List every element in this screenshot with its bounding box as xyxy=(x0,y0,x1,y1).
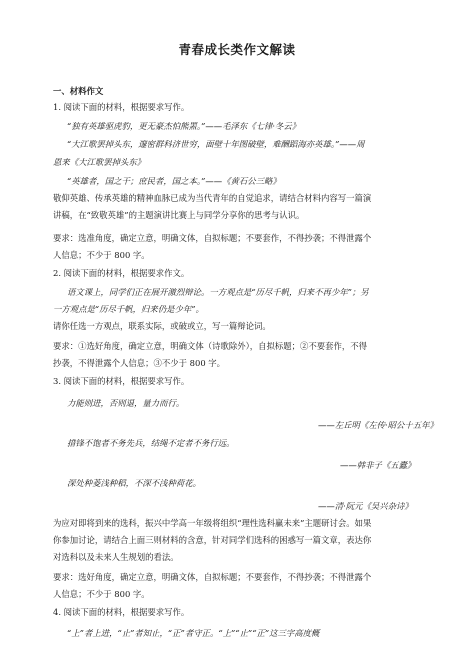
page-title: 青春成长类作文解读 xyxy=(178,42,296,57)
q2-prompt xyxy=(53,267,189,279)
q4-number: 4. xyxy=(53,607,61,617)
q2-number: 2. xyxy=(53,268,61,278)
q4-prompt-text: 阅读下面的材料，根据要求写作。 xyxy=(63,607,190,617)
q2-req-2: 抄袭，不得泄露个人信息；③不少于 800 字。 xyxy=(53,358,226,368)
q3-source-1: ——左丘明《左传·昭公十五年》 xyxy=(318,420,438,430)
q1-prompt-text: 阅读下面的材料，根据要求写作。 xyxy=(63,102,190,112)
q3-number: 3. xyxy=(53,376,61,386)
q3-req-1: 要求：选好角度，确定立意，明确文体，自拟标题；不要套作，不得抄袭；不得泄露个 xyxy=(53,572,372,582)
q2-material-1: 语文课上，同学们正在展开激烈辩论。一方观点是“历尽千帆，归来不再少年”；另 xyxy=(67,287,369,297)
q2-prompt-text: 阅读下面的材料，根据要求作文。 xyxy=(63,268,190,278)
q1-material-2a: “大江歌罢掉头东，邃密群科济世穷，面壁十年图破壁，难酬蹈海亦英雄。”——周 xyxy=(67,139,365,149)
q3-source-3: ——清·阮元《吴兴杂诗》 xyxy=(318,501,413,511)
q1-task-2: 讲稿，在“致敬英雄”的主题演讲比赛上与同学分享你的思考与认识。 xyxy=(53,210,305,220)
q3-source-2: ——韩非子《五蠹》 xyxy=(340,460,416,470)
q3-task-3: 对选科以及未来人生规划的看法。 xyxy=(53,552,179,562)
q3-material-3: 深处种菱浅种稻，不深不浅种荷花。 xyxy=(67,478,201,488)
q1-number: 1. xyxy=(53,102,61,112)
q1-material-2b: 恩来《大江歌罢掉头东》 xyxy=(53,157,146,167)
q2-task-1: 请你任选一方观点，联系实际，或破或立，写一篇辩论词。 xyxy=(53,321,271,331)
q3-prompt-text: 阅读下面的材料，根据要求写作。 xyxy=(63,376,190,386)
q4-prompt xyxy=(53,606,189,618)
q1-req-2: 人信息；不少于 800 字。 xyxy=(53,250,150,260)
q1-material-3: “英雄者，国之干；庶民者，国之本。”——《黄石公三略》 xyxy=(67,176,281,186)
section-heading: 一、材料作文 xyxy=(53,86,104,96)
q1-material-1: “独有英雄驱虎豹，更无豪杰怕熊罴。”——毛泽东《七律·冬云》 xyxy=(67,121,301,131)
q3-task-2: 你参加讨论，请结合上面三则材料的含意，针对同学们选科的困惑写一篇文章，表达你 xyxy=(53,535,372,545)
q3-material-2: 措锋不饱者不务先兵，结绳不定者不务行远。 xyxy=(67,438,235,448)
q1-req-1: 要求：选准角度，确定立意，明确文体，自拟标题；不要套作，不得抄袭；不得泄露个 xyxy=(53,233,372,243)
q3-req-2: 人信息；不少于 800 字。 xyxy=(53,589,150,599)
q3-material-1: 力能则进，否则退，量力而行。 xyxy=(67,398,185,408)
q1-task-1: 敬仰英雄、传承英雄的精神血脉已成为当代青年的自觉追求，请结合材料内容写一篇演 xyxy=(53,193,372,203)
q1-prompt xyxy=(53,101,189,113)
q3-task-1: 为应对即将到来的选科，振兴中学高一年级将组织“理性选科赢未来”主题研讨会。如果 xyxy=(53,518,372,528)
q3-prompt xyxy=(53,375,189,387)
q2-material-2: 一方观点是“历尽千帆，归来仍是少年”。 xyxy=(53,304,204,314)
q2-req-1: 要求：①选好角度，确定立意，明确文体（诗歌除外），自拟标题；②不要套作，不得 xyxy=(53,341,368,351)
q4-material-1: “上”者上进，“止”者知止，“正”者守正。“上”“止”“正”这三字高度概 xyxy=(67,628,320,638)
